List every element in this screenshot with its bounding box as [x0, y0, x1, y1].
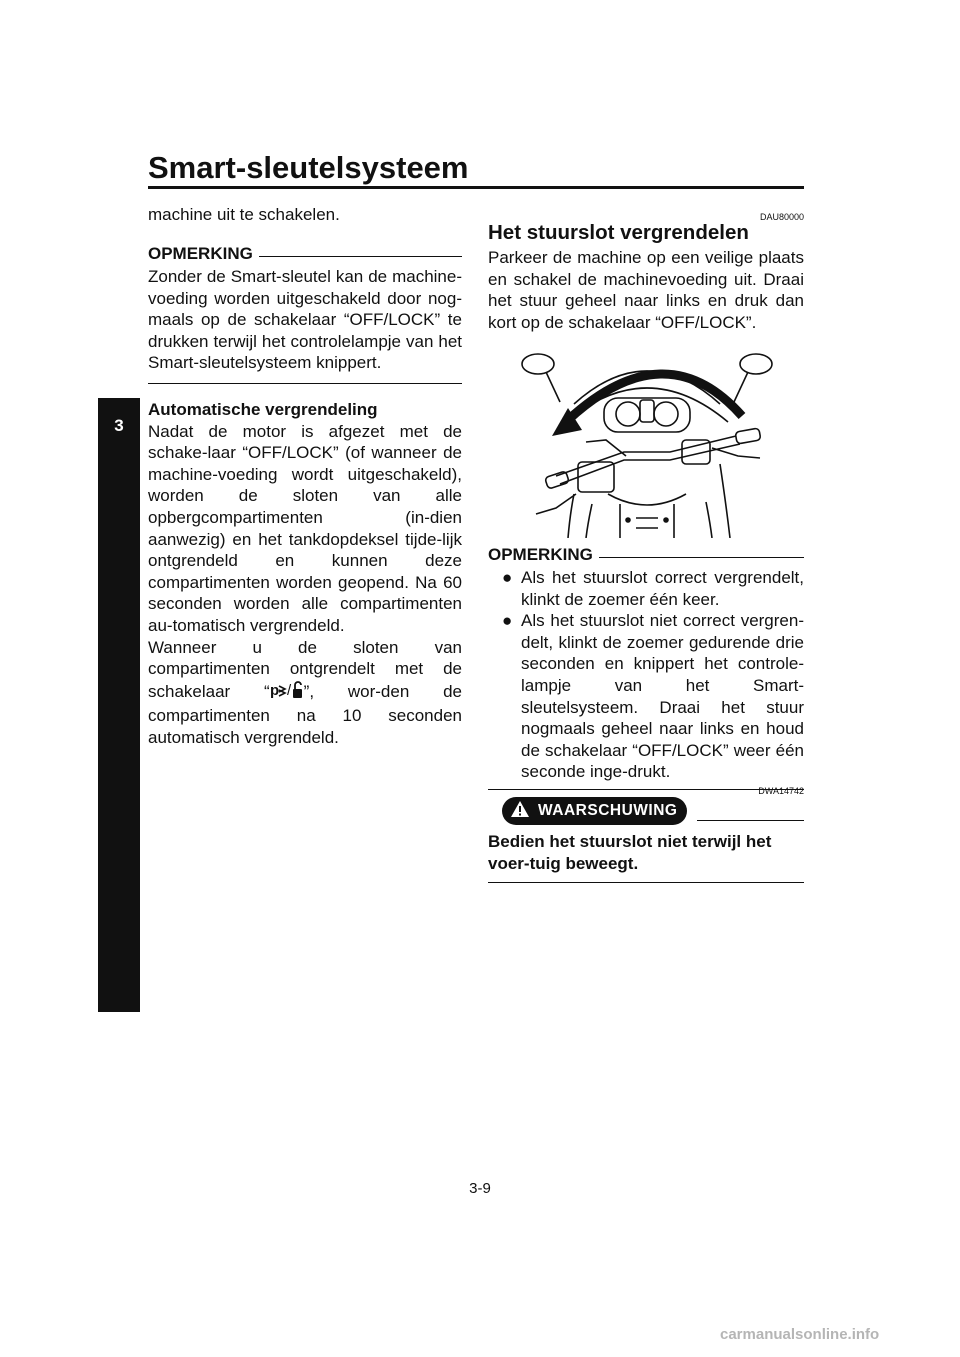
warning-box	[488, 797, 804, 883]
note-bottom-rule	[148, 383, 462, 384]
warning-badge	[502, 797, 687, 825]
watermark: carmanualsonline.info	[720, 1326, 880, 1343]
warning-code: DWA14742	[758, 786, 804, 796]
note-heading-right	[488, 545, 804, 565]
warning-label: WAARSCHUWING	[538, 802, 678, 819]
note-heading	[148, 244, 462, 264]
section-title: Het stuurslot vergrendelen	[488, 221, 749, 244]
bullet-icon: ●	[502, 568, 513, 587]
chapter-tab	[98, 398, 140, 1012]
unlock-compartment-icon	[270, 680, 304, 706]
warning-header-rule	[697, 820, 804, 821]
list-item	[488, 610, 804, 783]
warning-bottom-rule	[488, 882, 804, 883]
svg-text:p: p	[269, 681, 279, 699]
section-intro: Parkeer de machine op een veilige plaats en schakel de machinevoeding uit. Draai het stuur geheel naar links en druk dan kort op de schakelaar “OFF/LOCK”.	[488, 248, 804, 332]
handlebar-illustration	[516, 344, 778, 538]
section-code: DAU80000	[759, 212, 804, 222]
svg-text:/: /	[286, 681, 291, 699]
auto-lock-para2	[148, 637, 462, 749]
auto-lock-para2-start: Wanneer u de sloten van compartimenten ontgrendelt met de schakelaar “	[148, 637, 462, 701]
note-bullet-list	[488, 567, 804, 783]
note-box-right	[488, 545, 804, 790]
note-box-left	[148, 244, 462, 384]
note-heading-right-label: OPMERKING	[488, 545, 593, 564]
page-title: Smart-sleutelsysteem	[148, 150, 469, 185]
chapter-number: 3	[114, 416, 124, 435]
page-number: 3-9	[469, 1180, 491, 1197]
auto-lock-para2-end: ”, wor-den de compartimenten na 10 seconden automatisch vergrendeld.	[148, 681, 462, 747]
handlebar-lock-illustration	[516, 344, 778, 538]
warning-text: Bedien het stuurslot niet terwijl het voer-tuig beweegt.	[488, 832, 772, 873]
auto-lock-para1: Nadat de motor is afgezet met de schake-laar “OFF/LOCK” (of wanneer de machine-voeding wordt uitgeschakeld), worden de sloten van alle opbergcompartimenten (in-dien aanwezig) en het tankdopdeksel tijde-lijk ontgrendeld en kunnen deze compartimenten worden geopend. Na 60 seconden worden alle compartimenten au-tomatisch vergrendeld.	[148, 421, 462, 635]
auto-lock-section	[148, 399, 462, 749]
warning-header	[488, 797, 804, 825]
note-text: Zonder de Smart-sleutel kan de machine-voeding worden uitgeschakeld door nog-maals op de schakelaar “OFF/LOCK” te drukken terwijl het controlelampje van het Smart-sleutelsysteem knippert.	[148, 267, 462, 373]
note-heading-rule	[259, 256, 462, 257]
bullet-icon: ●	[502, 611, 513, 631]
note-item-text: Als het stuurslot correct vergrendelt, klinkt de zoemer één keer.	[521, 568, 804, 609]
note-item-text: Als het stuurslot niet correct vergren-delt, klinkt de zoemer gedurende drie seconden en knippert het controle-lampje van het Smart-sleutelsysteem. Draai het stuur nogmaals geheel naar links en houd de schakelaar “OFF/LOCK” weer één seconde inge-drukt.	[521, 611, 804, 782]
warning-triangle-icon	[510, 800, 530, 823]
title-rule	[148, 186, 804, 189]
intro-text: machine uit te schakelen.	[148, 205, 340, 224]
list-item	[488, 567, 804, 610]
note-heading-right-rule	[599, 557, 804, 558]
note-heading-label: OPMERKING	[148, 244, 253, 263]
auto-lock-heading: Automatische vergrendeling	[148, 400, 378, 419]
